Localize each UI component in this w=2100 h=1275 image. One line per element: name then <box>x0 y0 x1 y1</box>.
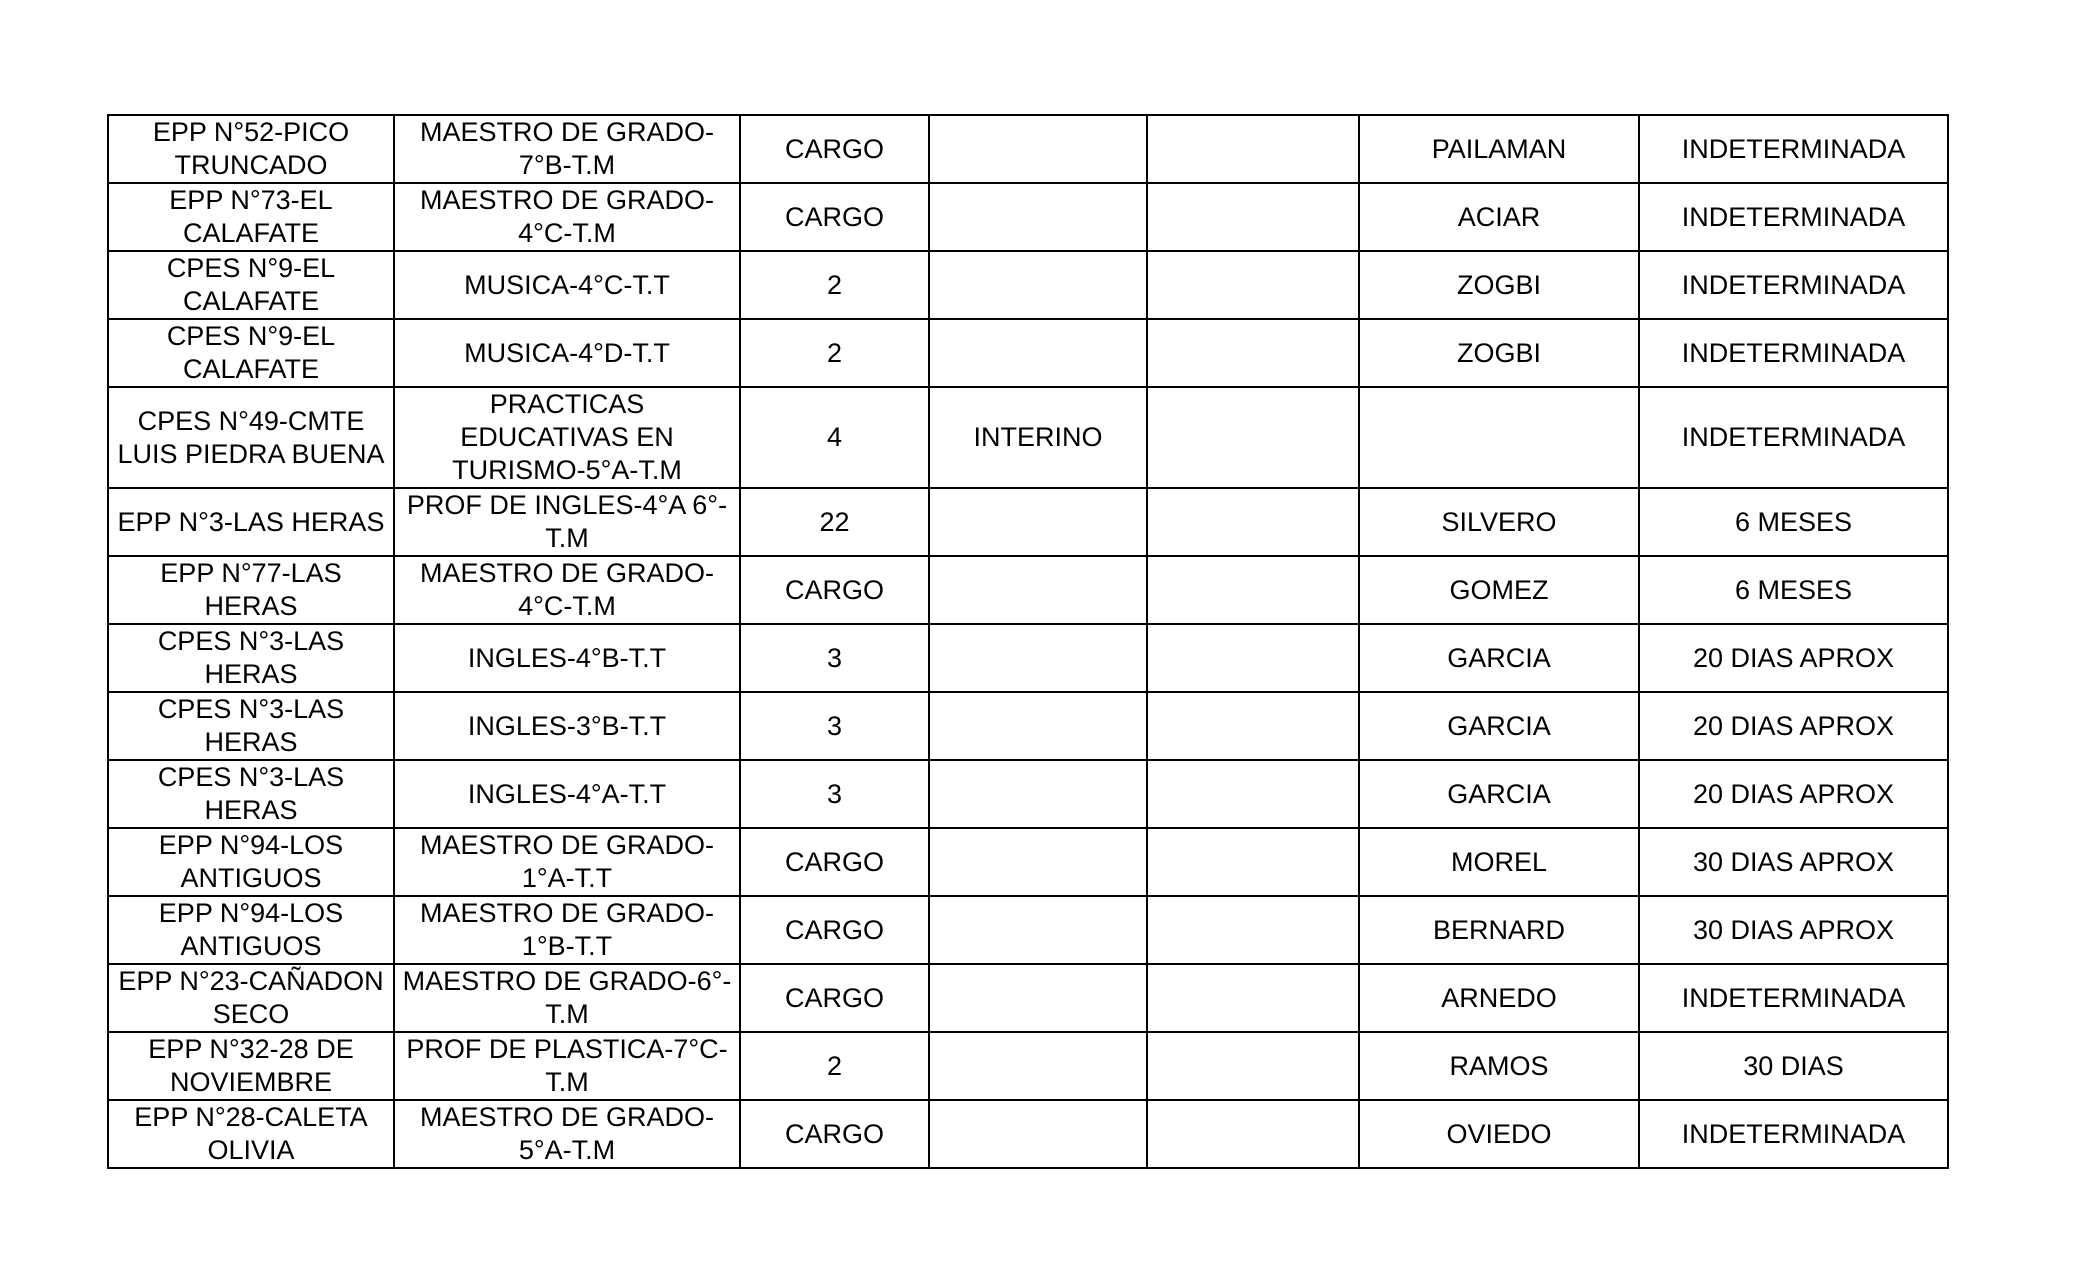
position-cell: MAESTRO DE GRADO- 1°B-T.T <box>394 896 740 964</box>
status-cell <box>929 760 1147 828</box>
empty-cell <box>1147 760 1359 828</box>
school-cell: EPP N°3-LAS HERAS <box>108 488 394 556</box>
empty-cell <box>1147 692 1359 760</box>
position-cell: PRACTICAS EDUCATIVAS EN TURISMO-5°A-T.M <box>394 387 740 488</box>
status-cell <box>929 319 1147 387</box>
hours-cell: CARGO <box>740 183 929 251</box>
empty-cell <box>1147 183 1359 251</box>
duration-cell: 20 DIAS APROX <box>1639 692 1948 760</box>
empty-cell <box>1147 964 1359 1032</box>
empty-cell <box>1147 828 1359 896</box>
position-cell: MAESTRO DE GRADO- 4°C-T.M <box>394 183 740 251</box>
empty-cell <box>1147 319 1359 387</box>
status-cell <box>929 1100 1147 1168</box>
hours-cell: CARGO <box>740 828 929 896</box>
school-cell: EPP N°94-LOS ANTIGUOS <box>108 896 394 964</box>
table-row <box>108 964 1948 1032</box>
status-cell <box>929 624 1147 692</box>
hours-cell: CARGO <box>740 556 929 624</box>
hours-cell: 3 <box>740 692 929 760</box>
school-cell: CPES N°3-LAS HERAS <box>108 624 394 692</box>
position-cell: MUSICA-4°C-T.T <box>394 251 740 319</box>
hours-cell: CARGO <box>740 896 929 964</box>
duration-cell: INDETERMINADA <box>1639 1100 1948 1168</box>
duration-cell: INDETERMINADA <box>1639 251 1948 319</box>
empty-cell <box>1147 1032 1359 1100</box>
vacancies-table <box>107 114 1949 1169</box>
hours-cell: CARGO <box>740 115 929 183</box>
duration-cell: 30 DIAS <box>1639 1032 1948 1100</box>
teacher-cell: BERNARD <box>1359 896 1639 964</box>
table-row <box>108 556 1948 624</box>
teacher-cell <box>1359 387 1639 488</box>
table-row <box>108 387 1948 488</box>
duration-cell: 6 MESES <box>1639 556 1948 624</box>
status-cell <box>929 556 1147 624</box>
hours-cell: CARGO <box>740 1100 929 1168</box>
table-row <box>108 760 1948 828</box>
hours-cell: 4 <box>740 387 929 488</box>
empty-cell <box>1147 488 1359 556</box>
duration-cell: 6 MESES <box>1639 488 1948 556</box>
position-cell: PROF DE INGLES-4°A 6°- T.M <box>394 488 740 556</box>
teacher-cell: OVIEDO <box>1359 1100 1639 1168</box>
status-cell <box>929 828 1147 896</box>
hours-cell: 3 <box>740 624 929 692</box>
status-cell <box>929 692 1147 760</box>
status-cell <box>929 1032 1147 1100</box>
school-cell: EPP N°52-PICO TRUNCADO <box>108 115 394 183</box>
hours-cell: 2 <box>740 251 929 319</box>
duration-cell: INDETERMINADA <box>1639 115 1948 183</box>
teacher-cell: PAILAMAN <box>1359 115 1639 183</box>
empty-cell <box>1147 556 1359 624</box>
table-row <box>108 828 1948 896</box>
position-cell: MAESTRO DE GRADO- 7°B-T.M <box>394 115 740 183</box>
school-cell: CPES N°3-LAS HERAS <box>108 760 394 828</box>
hours-cell: 2 <box>740 1032 929 1100</box>
school-cell: EPP N°32-28 DE NOVIEMBRE <box>108 1032 394 1100</box>
table-row <box>108 692 1948 760</box>
status-cell: INTERINO <box>929 387 1147 488</box>
table-row <box>108 251 1948 319</box>
teacher-cell: RAMOS <box>1359 1032 1639 1100</box>
status-cell <box>929 251 1147 319</box>
empty-cell <box>1147 115 1359 183</box>
table-row <box>108 488 1948 556</box>
teacher-cell: GARCIA <box>1359 624 1639 692</box>
school-cell: EPP N°28-CALETA OLIVIA <box>108 1100 394 1168</box>
teacher-cell: GOMEZ <box>1359 556 1639 624</box>
table-row <box>108 624 1948 692</box>
empty-cell <box>1147 896 1359 964</box>
status-cell <box>929 896 1147 964</box>
position-cell: INGLES-4°A-T.T <box>394 760 740 828</box>
school-cell: CPES N°9-EL CALAFATE <box>108 251 394 319</box>
hours-cell: 2 <box>740 319 929 387</box>
duration-cell: INDETERMINADA <box>1639 964 1948 1032</box>
duration-cell: INDETERMINADA <box>1639 387 1948 488</box>
teacher-cell: GARCIA <box>1359 760 1639 828</box>
empty-cell <box>1147 624 1359 692</box>
duration-cell: 20 DIAS APROX <box>1639 624 1948 692</box>
table-row <box>108 115 1948 183</box>
status-cell <box>929 183 1147 251</box>
table-row <box>108 1032 1948 1100</box>
position-cell: INGLES-3°B-T.T <box>394 692 740 760</box>
table-row <box>108 896 1948 964</box>
position-cell: MAESTRO DE GRADO- 4°C-T.M <box>394 556 740 624</box>
empty-cell <box>1147 251 1359 319</box>
table-row <box>108 183 1948 251</box>
hours-cell: 3 <box>740 760 929 828</box>
duration-cell: 20 DIAS APROX <box>1639 760 1948 828</box>
school-cell: EPP N°77-LAS HERAS <box>108 556 394 624</box>
position-cell: INGLES-4°B-T.T <box>394 624 740 692</box>
empty-cell <box>1147 387 1359 488</box>
teacher-cell: ACIAR <box>1359 183 1639 251</box>
school-cell: CPES N°49-CMTE LUIS PIEDRA BUENA <box>108 387 394 488</box>
teacher-cell: ZOGBI <box>1359 319 1639 387</box>
hours-cell: CARGO <box>740 964 929 1032</box>
teacher-cell: GARCIA <box>1359 692 1639 760</box>
position-cell: MAESTRO DE GRADO- 1°A-T.T <box>394 828 740 896</box>
school-cell: CPES N°3-LAS HERAS <box>108 692 394 760</box>
hours-cell: 22 <box>740 488 929 556</box>
teacher-cell: SILVERO <box>1359 488 1639 556</box>
school-cell: EPP N°94-LOS ANTIGUOS <box>108 828 394 896</box>
teacher-cell: ARNEDO <box>1359 964 1639 1032</box>
position-cell: MAESTRO DE GRADO-6°- T.M <box>394 964 740 1032</box>
status-cell <box>929 115 1147 183</box>
school-cell: CPES N°9-EL CALAFATE <box>108 319 394 387</box>
teacher-cell: ZOGBI <box>1359 251 1639 319</box>
table-row <box>108 1100 1948 1168</box>
duration-cell: 30 DIAS APROX <box>1639 828 1948 896</box>
teacher-cell: MOREL <box>1359 828 1639 896</box>
position-cell: MAESTRO DE GRADO- 5°A-T.M <box>394 1100 740 1168</box>
position-cell: MUSICA-4°D-T.T <box>394 319 740 387</box>
school-cell: EPP N°73-EL CALAFATE <box>108 183 394 251</box>
status-cell <box>929 964 1147 1032</box>
table-row <box>108 319 1948 387</box>
empty-cell <box>1147 1100 1359 1168</box>
duration-cell: INDETERMINADA <box>1639 183 1948 251</box>
duration-cell: 30 DIAS APROX <box>1639 896 1948 964</box>
status-cell <box>929 488 1147 556</box>
position-cell: PROF DE PLASTICA-7°C- T.M <box>394 1032 740 1100</box>
school-cell: EPP N°23-CAÑADON SECO <box>108 964 394 1032</box>
duration-cell: INDETERMINADA <box>1639 319 1948 387</box>
